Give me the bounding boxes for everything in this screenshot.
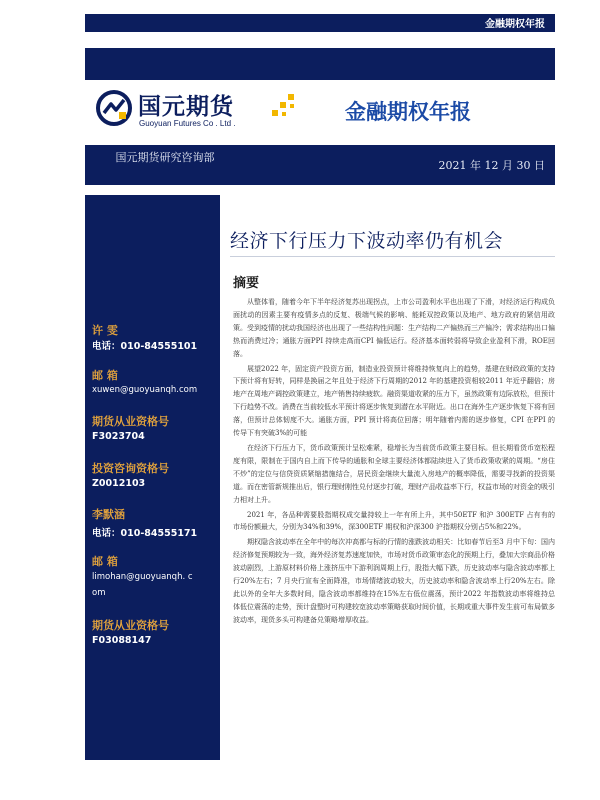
analyst-advisory: Z0012103 (92, 478, 146, 489)
abstract-paragraph: 展望2022 年，固定资产投资方面，制造业投资预计将维持恢复向上的趋势，基建在财政政策的支持下预计将有好转，同样是换届之年且处于经济下行周期的2012 年的基建投资相较2011 年近乎翻倍；房地产在周地产调控政策建立，地产销售持续疲软。融资渠道收紧的压力下，虽然政策有边际放松，但预计下行趋势不改。消费在当前较低水平预计将逐步恢复到潜在水平附近。出口在海外生产逐步恢复下将有回落，但预计总体韧度不大。通胀方面，PPI 预计将高位回落；明年随着内需的逐步修复，CPI 在PPI 的传导下有突破3%的可能 (233, 364, 555, 438)
analyst-cert-label: 期货从业资格号 (92, 619, 169, 632)
analyst-email-continued[interactable]: om (92, 588, 106, 598)
abstract-paragraph: 2021 年，各品种需要股指期权成交量持较上一年有所上升，其中50ETF 和沪 300ETF 占有有的市场份额最大，分别为34%和39%，深300ETF 期权和沪深300 沪指期权分别占5%和22%。 (233, 510, 555, 532)
abstract-body (233, 296, 555, 629)
analyst-phone: 电话：010-84555171 (92, 528, 198, 539)
analyst-email-label: 邮 箱 (92, 369, 118, 382)
analyst-sidebar (85, 195, 220, 760)
report-title: 金融期权年报 (345, 100, 471, 124)
company-name-cn: 国元期货 (138, 94, 234, 120)
analyst-advisory-label: 投资咨询资格号 (92, 462, 169, 475)
logo-dots-icon (270, 92, 300, 122)
analyst-cert-label: 期货从业资格号 (92, 415, 169, 428)
analyst-cert: F03088147 (92, 635, 152, 646)
abstract-paragraph: 期权隐含波动率在全年中的每次冲高都与标的行情的涨跌波动相关：比如春节后至3 月中下旬：国内经济修复预期较为一致，海外经济复苏速度加快，市场对货币政策审态化的预期上行，叠加大宗商品价格波动剧烈，上游原材料价格上涨挤压中下游利润周期上行，股指大幅下跌，历史波动率与隐含波动率都上行20%左右；7 月央行宣布全面降准，市场情绪波动较大，历史波动率和隐含波动率上行20%左右。除此以外的全年大多数时间，隐含波动率都维持在15%左右低位震荡，预计2022 年指数波动率将维持总体低位震荡的走势，预计盘整时可构建较宽波动率策略获取时间价值，长期或重大事件发生前可布局做多波动率，现货多头可构建备兑策略增厚收益。 (233, 538, 555, 624)
analyst-email[interactable]: limohan@guoyuanqh. c (92, 572, 193, 582)
analyst-name: 许 雯 (92, 324, 118, 337)
info-bar (85, 145, 555, 185)
headline-divider (230, 256, 555, 257)
company-logo-icon (96, 90, 132, 126)
abstract-paragraph: 在经济下行压力下，货币政策预计呈松难紧，稳增长为当前货币政策主要目标。但长期看货币宽松程度有限，限制在于国内自上而下传导的通胀和全球主要经济体都陆续进入了货币政策收紧的周期。“房住不炒”的定位与信贷资质紧缩措施结合，居民资金继续大量流入房地产的概率降低，需要寻找新的投资渠道。而在密管新规推出后，银行理财刚性兑付逐步打破，理财产品收益率下行，权益市场的对资金的吸引力相对上升。 (233, 443, 555, 504)
abstract-title: 摘要 (233, 276, 260, 291)
top-header-strip (85, 14, 555, 32)
analyst-cert: F3023704 (92, 431, 145, 442)
analyst-name: 李默涵 (92, 508, 125, 521)
analyst-email[interactable]: xuwen@guoyuanqh.com (92, 385, 198, 395)
strip-label: 金融期权年报 (485, 19, 545, 30)
abstract-paragraph: 从整体看，随着今年下半年经济复苏出现拐点，上市公司盈利水平也出现了下滑，对经济运行构成负面扰动的因素主要有疫情多点的反复、极端气候的影响、能耗双控政策以及地产、地方政府的紧信用政策。受到疫情的扰动我国经济也出现了一些结构性问题：生产结构二产偏热而三产偏冷；需求结构出口偏热而消费过冷；通胀方面PPI 持续走高而CPI 偏低运行。经济基本面转弱将导致企业盈利下滑，ROE回落。 (233, 298, 555, 358)
analyst-email-label: 邮 箱 (92, 555, 118, 568)
header-band (85, 48, 555, 80)
department-label: 国元期货研究咨询部 (115, 151, 215, 164)
company-name-en: Guoyuan Futures Co . Ltd . (139, 119, 236, 128)
analyst-phone: 电话：010-84555101 (92, 341, 198, 352)
report-date: 2021 年 12 月 30 日 (438, 159, 545, 172)
article-headline: 经济下行压力下波动率仍有机会 (230, 230, 504, 252)
